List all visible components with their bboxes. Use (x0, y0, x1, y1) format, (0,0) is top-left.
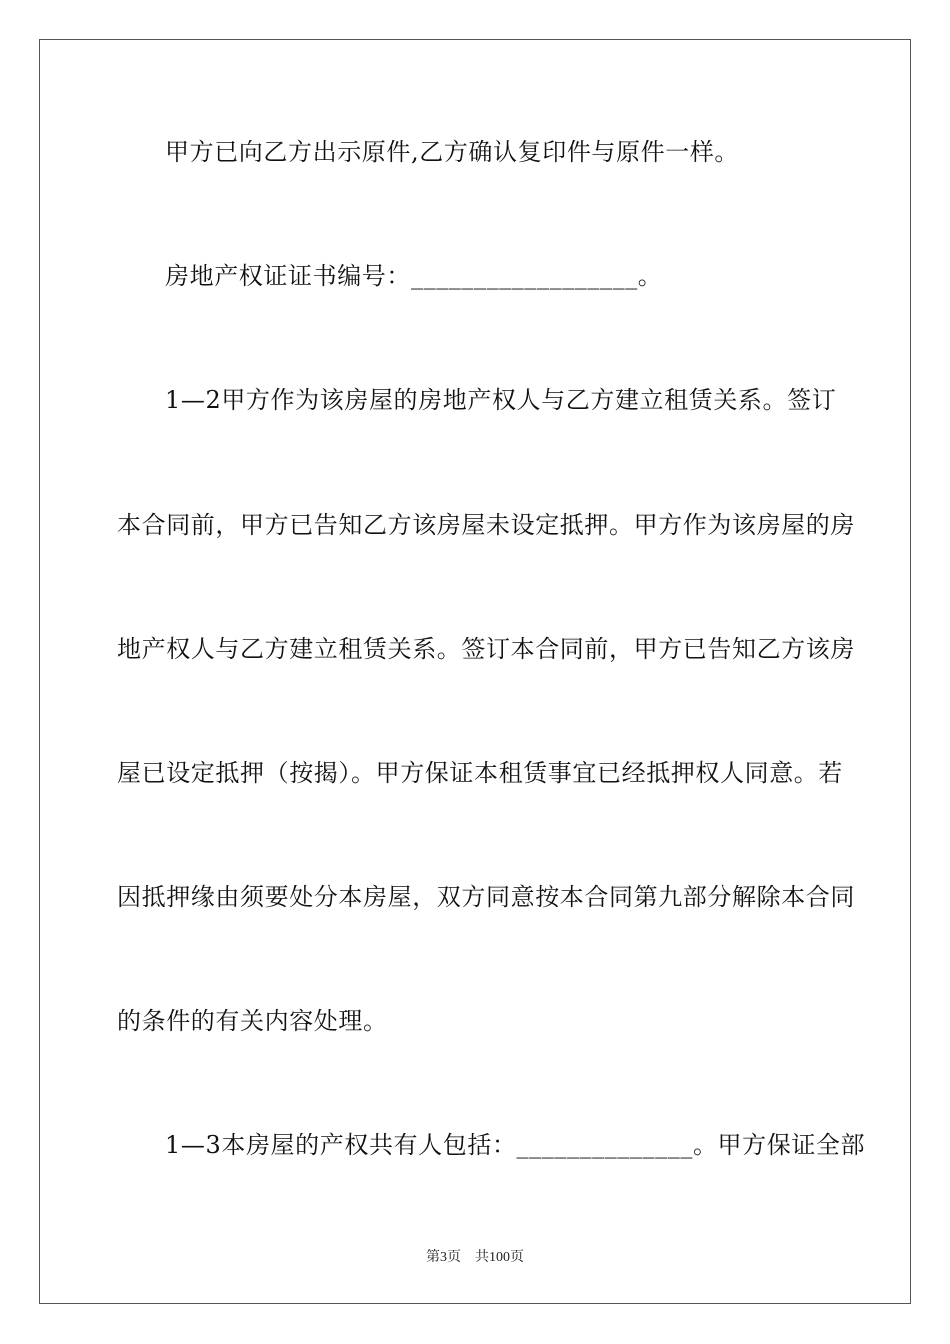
page-footer (0, 1248, 950, 1268)
page-border (39, 39, 911, 1304)
paragraph-line-7: 因抵押缘由须要处分本房屋，双方同意按本合同第九部分解除本合同 (117, 883, 855, 911)
paragraph-line-4: 本合同前，甲方已告知乙方该房屋未设定抵押。甲方作为该房屋的房 (117, 511, 855, 539)
paragraph-line-3: 1—2甲方作为该房屋的房地产权人与乙方建立租赁关系。签订 (165, 386, 837, 414)
paragraph-line-9: 1—3本房屋的产权共有人包括：______________。甲方保证全部 (165, 1131, 866, 1159)
paragraph-line-1: 甲方已向乙方出示原件,乙方确认复印件与原件一样。 (165, 138, 740, 166)
paragraph-line-5: 地产权人与乙方建立租赁关系。签订本合同前，甲方已告知乙方该房 (117, 635, 855, 663)
paragraph-line-2: 房地产权证证书编号：__________________。 (165, 262, 663, 290)
paragraph-line-8: 的条件的有关内容处理。 (117, 1007, 388, 1035)
paragraph-line-6: 屋已设定抵押（按揭）。甲方保证本租赁事宜已经抵押权人同意。若 (117, 759, 843, 787)
page-number-current: 第3页 (426, 1250, 461, 1265)
page-number-total: 共100页 (475, 1250, 524, 1265)
